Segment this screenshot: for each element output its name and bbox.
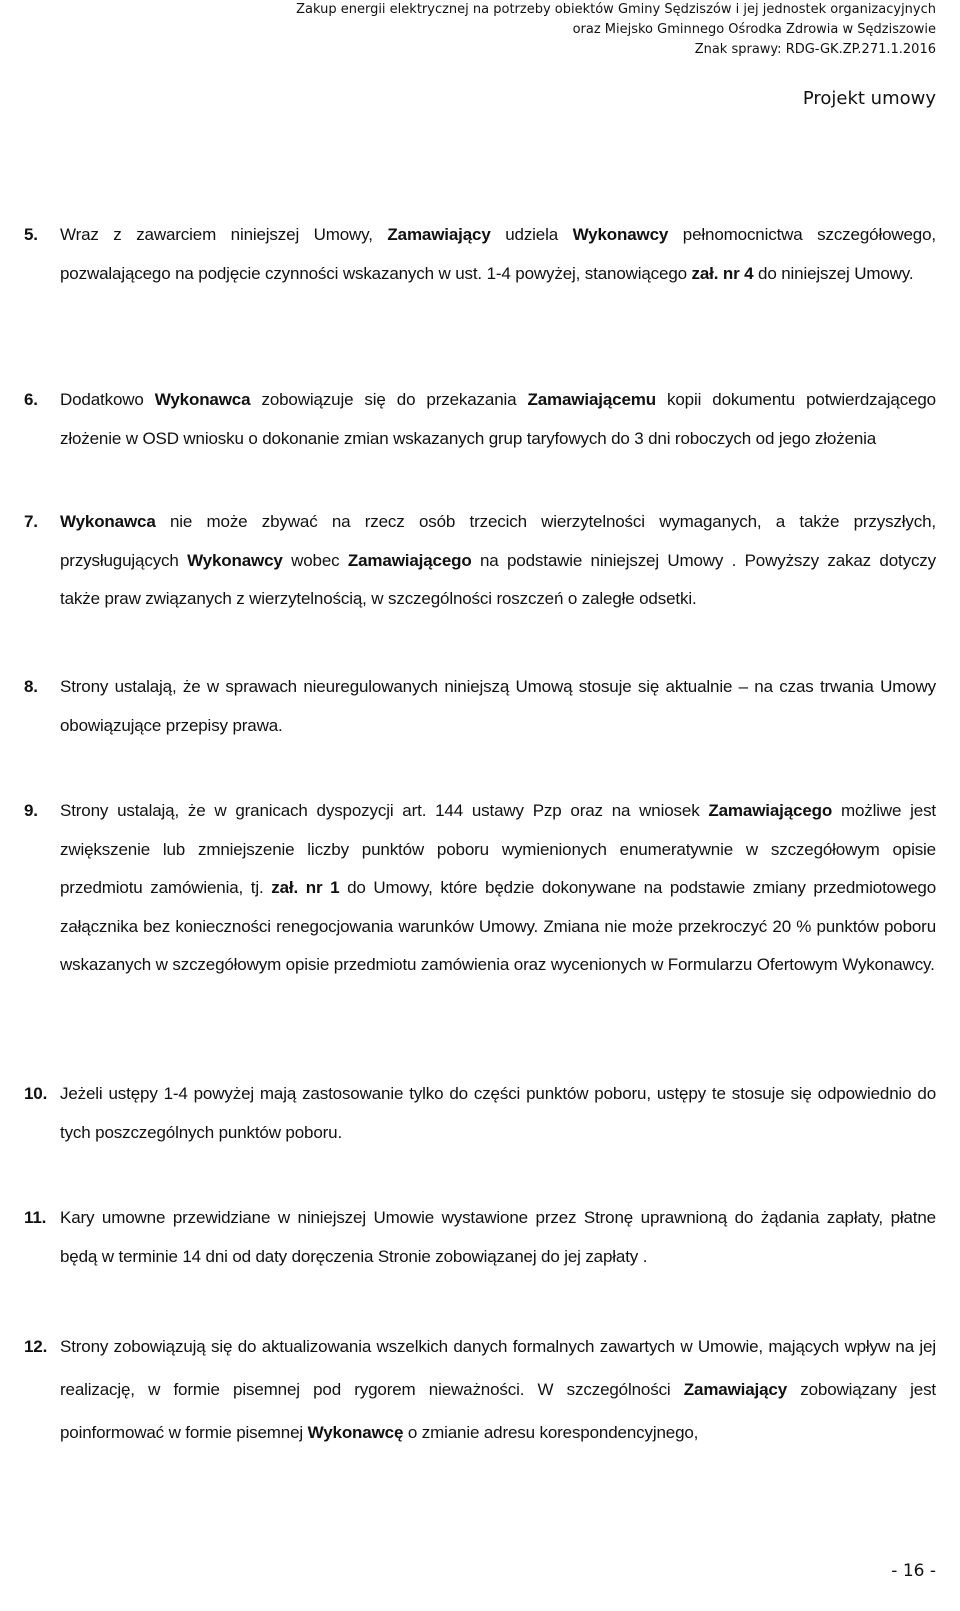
clause-number: 5. (24, 225, 38, 244)
clause-text: Wykonawca nie może zbywać na rzecz osób trzecich wierzytelności wymaganych, a także przyszłych, przysługujących Wykonawcy wobec Zamawiającego na podstawie niniejszej Umowy . Powyższy zakaz dotyczy także praw związanych z wierzytelnością, w szczególności roszczeń o zaległe odsetki. (60, 512, 936, 608)
document-type-label: Projekt umowy (802, 88, 936, 109)
clause-text: Strony zobowiązują się do aktualizowania wszelkich danych formalnych zawartych w Umowie, mających wpływ na jej realizację, w formie pisemnej pod rygorem nieważności. W szczególności Zamawiający zobowiązany jest poinformować w formie pisemnej Wykonawcę o zmianie adresu korespondencyjnego, (60, 1337, 937, 1442)
clause-number: 11. (24, 1208, 47, 1227)
clause-9 (24, 792, 936, 985)
clause-text: Dodatkowo Wykonawca zobowiązuje się do przekazania Zamawiającemu kopii dokumentu potwierdzającego złożenie w OSD wniosku o dokonanie zmian wskazanych grup taryfowych do 3 dni roboczych od jego złożenia (60, 390, 936, 448)
page-number: - 16 - (891, 1561, 936, 1581)
clause-text: Strony ustalają, że w sprawach nieuregulowanych niniejszą Umową stosuje się aktualnie – na czas trwania Umowy obowiązujące przepisy prawa. (60, 677, 936, 735)
clause-number: 9. (24, 801, 38, 820)
header-title-line-2: oraz Miejsko Gminnego Ośrodka Zdrowia w Sędziszowie (572, 22, 936, 37)
clause-6 (24, 381, 936, 458)
clause-12 (24, 1325, 936, 1454)
clause-number: 6. (24, 390, 38, 409)
clause-text: Kary umowne przewidziane w niniejszej Umowie wystawione przez Stronę uprawnioną do żądania zapłaty, płatne będą w terminie 14 dni od daty doręczenia Stronie zobowiązanej do jej zapłaty . (60, 1208, 936, 1266)
clause-5 (24, 216, 936, 293)
document-header (296, 0, 936, 60)
clause-text: Jeżeli ustępy 1-4 powyżej mają zastosowanie tylko do części punktów poboru, ustępy te stosuje się odpowiednio do tych poszczególnych punktów poboru. (60, 1084, 936, 1142)
clause-11 (24, 1199, 936, 1276)
clause-8 (24, 668, 936, 745)
clause-text: Strony ustalają, że w granicach dyspozycji art. 144 ustawy Pzp oraz na wniosek Zamawiającego możliwe jest zwiększenie lub zmniejszenie liczby punktów poboru wymienionych enumeratywnie w szczegółowym opisie przedmiotu zamówienia, tj. zał. nr 1 do Umowy, które będzie dokonywane na podstawie zmiany przedmiotowego załącznika bez konieczności renegocjowania warunków Umowy. Zmiana nie może przekroczyć 20 % punktów poboru wskazanych w szczegółowym opisie przedmiotu zamówienia oraz wycenionych w Formularzu Ofertowym Wykonawcy. (60, 801, 937, 974)
clause-number: 12. (24, 1337, 48, 1356)
clause-text: Wraz z zawarciem niniejszej Umowy, Zamawiający udziela Wykonawcy pełnomocnictwa szczegółowego, pozwalającego na podjęcie czynności wskazanych w ust. 1-4 powyżej, stanowiącego zał. nr 4 do niniejszej Umowy. (60, 225, 936, 283)
clause-number: 10. (24, 1084, 48, 1103)
clause-number: 8. (24, 677, 38, 696)
clause-10 (24, 1075, 936, 1152)
clause-7 (24, 503, 936, 619)
header-case-number: Znak sprawy: RDG-GK.ZP.271.1.2016 (694, 42, 936, 57)
clause-number: 7. (24, 512, 38, 531)
header-title-line-1: Zakup energii elektrycznej na potrzeby obiektów Gminy Sędziszów i jej jednostek organizacyjnych (296, 2, 936, 17)
